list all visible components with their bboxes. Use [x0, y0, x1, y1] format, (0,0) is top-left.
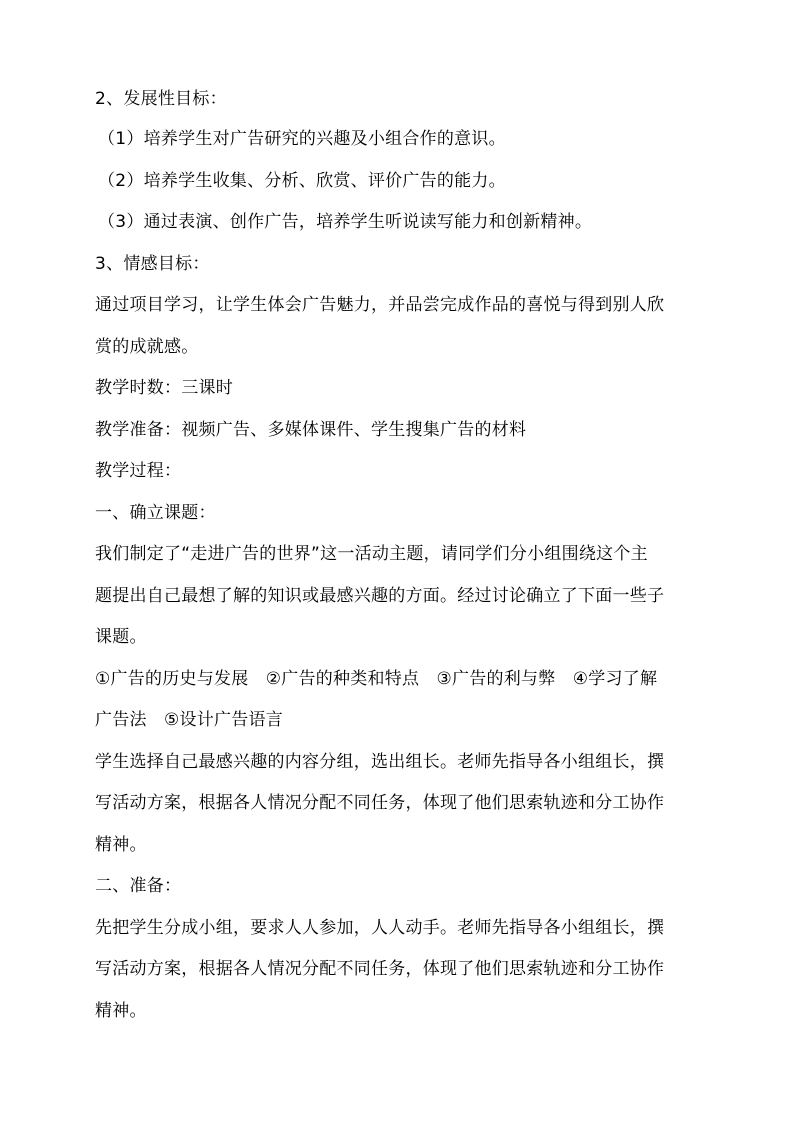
paragraph-line: 赏的成就感。 [95, 337, 199, 357]
subtopic-list-line: 广告法 ⑤设计广告语言 [95, 710, 283, 730]
heading-developmental-goals: 2、发展性目标： [95, 89, 227, 109]
teaching-hours: 教学时数：三课时 [95, 378, 233, 398]
goal-item-3: （3）通过表演、创作广告，培养学生听说读写能力和创新精神。 [98, 212, 593, 232]
paragraph-line: 写活动方案，根据各人情况分配不同任务，体现了他们思索轨迹和分工协作 [95, 959, 665, 979]
paragraph-line: 学生选择自己最感兴趣的内容分组，选出组长。老师先指导各小组组长，撰 [95, 752, 665, 772]
paragraph-line: 精神。 [95, 835, 147, 855]
heading-section-1: 一、确立课题： [95, 503, 216, 523]
goal-item-1: （1）培养学生对广告研究的兴趣及小组合作的意识。 [98, 129, 506, 149]
goal-item-2: （2）培养学生收集、分析、欣赏、评价广告的能力。 [98, 171, 506, 191]
paragraph-line: 写活动方案，根据各人情况分配不同任务，体现了他们思索轨迹和分工协作 [95, 793, 665, 813]
paragraph-line: 题提出自己最想了解的知识或最感兴趣的方面。经过讨论确立了下面一些子 [95, 586, 665, 606]
heading-emotional-goals: 3、情感目标： [95, 254, 210, 274]
paragraph-line: 我们制定了“走进广告的世界”这一活动主题，请同学们分小组围绕这个主 [95, 544, 648, 564]
heading-teaching-process: 教学过程： [95, 461, 182, 481]
paragraph-line: 精神。 [95, 1001, 147, 1021]
paragraph-line: 课题。 [95, 627, 147, 647]
paragraph-line: 先把学生分成小组，要求人人参加，人人动手。老师先指导各小组组长，撰 [95, 918, 665, 938]
subtopic-list-line: ①广告的历史与发展 ②广告的种类和特点 ③广告的利与弊 ④学习了解 [95, 669, 658, 689]
teaching-preparation: 教学准备：视频广告、多媒体课件、学生搜集广告的材料 [95, 420, 527, 440]
heading-section-2: 二、准备： [95, 876, 182, 896]
paragraph-line: 通过项目学习，让学生体会广告魅力，并品尝完成作品的喜悦与得到别人欣 [95, 295, 665, 315]
